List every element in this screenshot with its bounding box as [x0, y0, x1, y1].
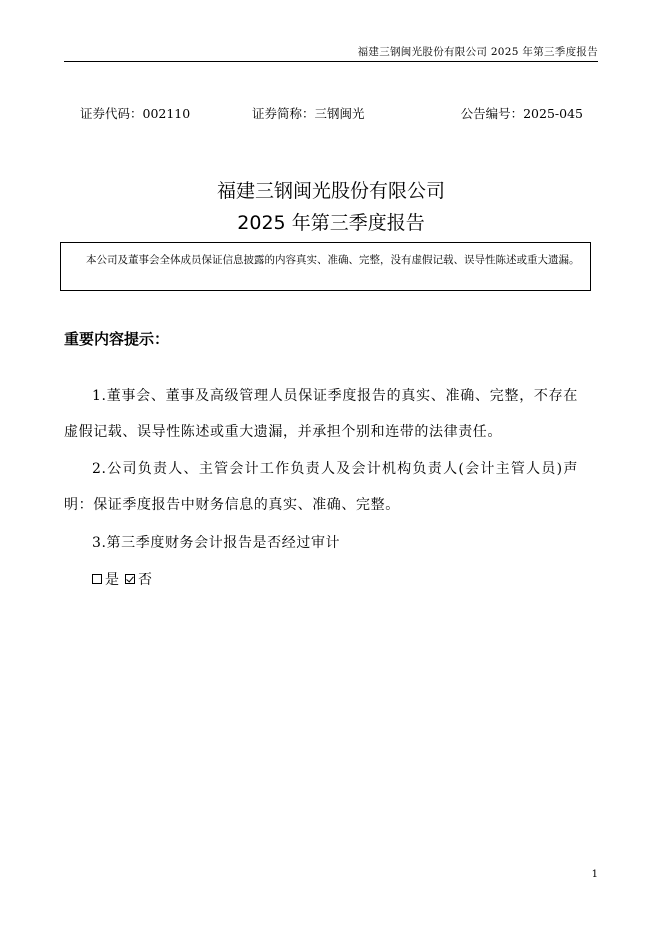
audit-option-no-label: 否	[138, 572, 152, 588]
paragraph-3: 3.第三季度财务会计报告是否经过审计	[92, 535, 341, 551]
page-number: 1	[591, 869, 598, 880]
audit-option-yes[interactable]	[92, 569, 119, 589]
meta-row	[80, 104, 583, 122]
audit-option-no[interactable]	[125, 569, 152, 589]
paragraph-1: 1.董事会、董事及高级管理人员保证季度报告的真实、准确、完整，不存在虚假记载、误导性陈述或重大遗漏，并承担个别和连带的法律责任。	[64, 388, 578, 440]
paragraph-2: 2.公司负责人、主管会计工作负责人及会计机构负责人(会计主管人员)声明：保证季度报告中财务信息的真实、准确、完整。	[64, 461, 578, 513]
checkbox-unchecked-icon[interactable]	[92, 574, 102, 584]
header-rule	[64, 61, 598, 62]
running-header: 福建三钢闽光股份有限公司 2025 年第三季度报告	[357, 46, 598, 58]
checkbox-checked-icon[interactable]	[125, 574, 135, 584]
disclosure-notice-box: 本公司及董事会全体成员保证信息披露的内容真实、准确、完整，没有虚假记载、误导性陈述或重大遗漏。	[60, 242, 591, 291]
section-title: 重要内容提示：	[64, 330, 170, 348]
security-abbreviation: 证券简称：三钢闽光	[252, 106, 365, 121]
security-code: 证券代码：002110	[80, 106, 191, 121]
announcement-number: 公告编号：2025-045	[460, 106, 583, 121]
company-title: 福建三钢闽光股份有限公司	[216, 180, 445, 202]
audit-options	[92, 569, 158, 589]
audit-option-yes-label: 是	[105, 572, 119, 588]
report-title: 2025 年第三季度报告	[237, 212, 425, 234]
